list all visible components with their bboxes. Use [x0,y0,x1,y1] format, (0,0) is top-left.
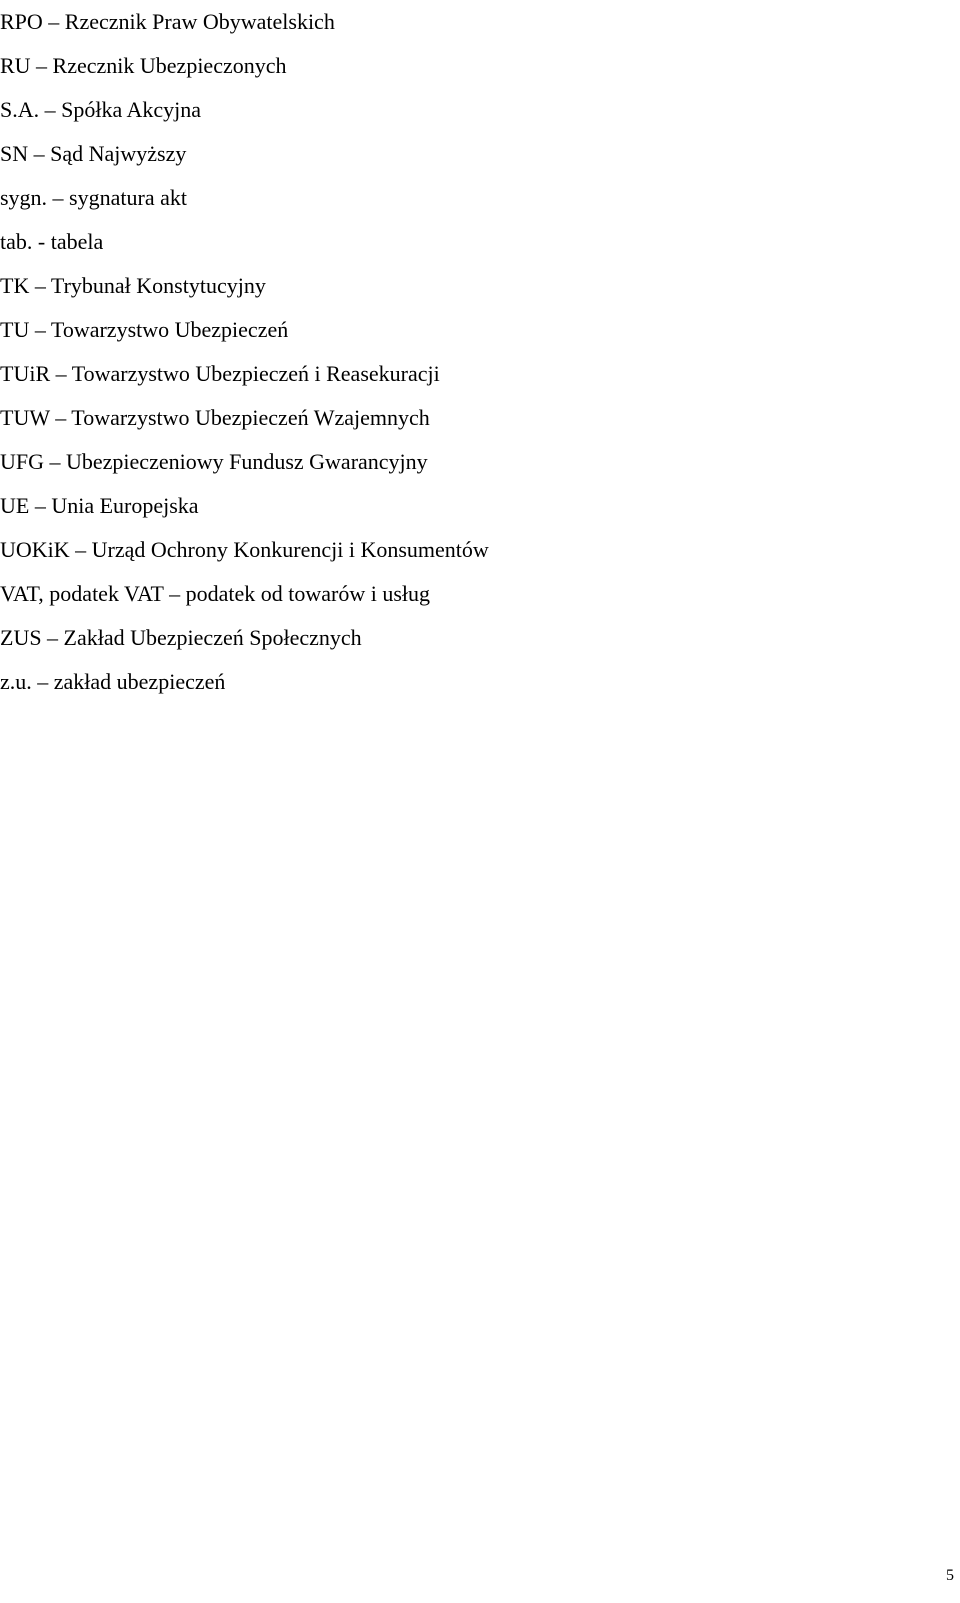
list-item: SN – Sąd Najwyższy [0,141,187,166]
list-item: UE – Unia Europejska [0,493,199,518]
list-item: TU – Towarzystwo Ubezpieczeń [0,317,289,342]
list-item: sygn. – sygnatura akt [0,185,187,210]
list-item: VAT, podatek VAT – podatek od towarów i usług [0,581,430,606]
list-item: tab. - tabela [0,229,104,254]
list-item: z.u. – zakład ubezpieczeń [0,669,226,694]
list-item: RPO – Rzecznik Praw Obywatelskich [0,9,335,34]
list-item: UOKiK – Urząd Ochrony Konkurencji i Konsumentów [0,537,489,562]
list-item: RU – Rzecznik Ubezpieczonych [0,53,287,78]
list-item: S.A. – Spółka Akcyjna [0,97,202,122]
list-item: ZUS – Zakład Ubezpieczeń Społecznych [0,625,362,650]
abbreviation-list [0,0,489,704]
list-item: TUW – Towarzystwo Ubezpieczeń Wzajemnych [0,405,430,430]
list-item: TUiR – Towarzystwo Ubezpieczeń i Reasekuracji [0,361,440,386]
page-number: 5 [946,1567,954,1584]
list-item: TK – Trybunał Konstytucyjny [0,273,266,298]
list-item: UFG – Ubezpieczeniowy Fundusz Gwarancyjny [0,449,428,474]
